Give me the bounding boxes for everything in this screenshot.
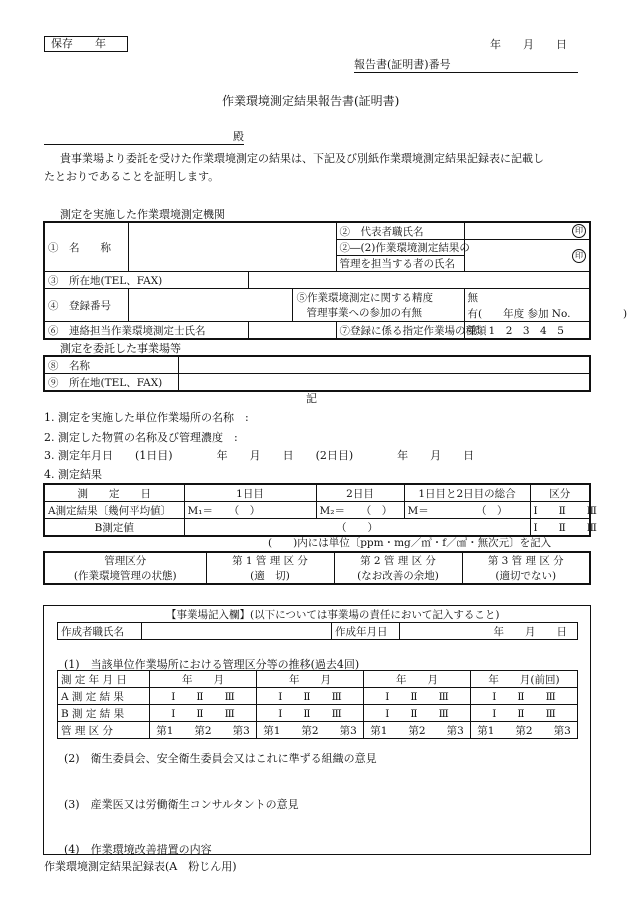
trend-date-2[interactable]: 年 月 <box>257 671 364 688</box>
results-m2[interactable]: M₂＝ （ ） <box>316 502 404 519</box>
author-date-label: 作成年月日 <box>332 623 400 640</box>
client-name-value[interactable] <box>178 356 590 374</box>
item-2: 2. 測定した物質の名称及び管理濃度 : <box>44 431 238 444</box>
results-h-day: 測 定 日 <box>44 484 184 502</box>
mgr-label-1: ②―(2)作業環境測定結果の <box>336 240 464 256</box>
author-value[interactable] <box>142 623 332 640</box>
mgr-label-2: 管理を担当する者の氏名 <box>336 256 464 272</box>
results-h-total: 1日目と2日目の総合 <box>404 484 530 502</box>
reg-label: ④ 登録番号 <box>44 289 128 322</box>
results-h-d2: 2日目 <box>316 484 404 502</box>
precision-yes[interactable]: 有( 年度 参加 No. ) <box>464 305 590 322</box>
tech-label: ⑥ 連絡担当作業環境測定士氏名 <box>44 322 248 340</box>
mgmt-table <box>43 551 591 585</box>
author-date-value[interactable]: 年 月 日 <box>400 623 578 640</box>
trend-row-a: A 測 定 結 果 <box>58 688 150 705</box>
precision-none[interactable]: 無 <box>464 289 590 306</box>
client-address-value[interactable] <box>178 374 590 392</box>
trend-title: (1) 当該単位作業場所における管理区分等の推移(過去4回) <box>64 658 360 671</box>
intro-line-1: 貴事業場より委託を受けた作業環境測定の結果は、下記及び別紙作業環境測定結果記録表に記載し <box>60 152 544 165</box>
trend-c-2[interactable]: 第1 第2 第3 <box>257 722 364 739</box>
trend-row-date: 測 定 年 月 日 <box>58 671 150 688</box>
report-number: 報告書(証明書)番号 <box>354 56 578 73</box>
trend-b-2[interactable]: Ⅰ Ⅱ Ⅲ <box>257 705 364 722</box>
mgmt-c1a: 第 1 管 理 区 分 <box>206 552 334 568</box>
question-2: (2) 衛生委員会、安全衛生委員会又はこれに準ずる組織の意見 <box>64 752 377 765</box>
rep-label: ② 代表者職氏名 <box>336 222 464 240</box>
trend-a-4[interactable]: Ⅰ Ⅱ Ⅲ <box>471 688 578 705</box>
trend-c-3[interactable]: 第1 第2 第3 <box>364 722 471 739</box>
precision-label-2: 管理事業への参加の有無 <box>306 307 422 319</box>
mgmt-c3b: (適切でない) <box>462 568 590 584</box>
results-table <box>43 483 597 537</box>
item-4: 4. 測定結果 <box>44 468 102 481</box>
client-section-title: 測定を委託した事業場等 <box>60 342 181 355</box>
results-h-class: 区分 <box>530 484 590 502</box>
item-3: 3. 測定年月日 (1日目) 年 月 日 (2日目) 年 月 日 <box>44 449 475 462</box>
mgmt-c3a: 第 3 管 理 区 分 <box>462 552 590 568</box>
address-label: ③ 所在地(TEL、FAX) <box>44 272 248 289</box>
results-a-label: A測定結果〔幾何平均値〕 <box>44 502 184 519</box>
results-b-value[interactable]: （ ） <box>184 519 530 537</box>
mgmt-c2a: 第 2 管 理 区 分 <box>334 552 462 568</box>
mgmt-c1b: (適 切) <box>206 568 334 584</box>
trend-a-1[interactable]: Ⅰ Ⅱ Ⅲ <box>150 688 257 705</box>
trend-date-1[interactable]: 年 月 <box>150 671 257 688</box>
seal-icon: 印 <box>572 224 586 238</box>
results-b-class[interactable]: Ⅰ Ⅱ Ⅲ <box>530 519 590 537</box>
mgmt-h2: (作業環境管理の状態) <box>44 568 206 584</box>
unit-note: ( )内には単位〔ppm・mg／㎥・f／㎤・無次元〕を記入 <box>268 537 552 549</box>
mgmt-h1: 管理区分 <box>44 552 206 568</box>
address-value[interactable] <box>248 272 590 289</box>
intro-line-2: たとおりであることを証明します。 <box>44 170 220 183</box>
org-name-label: ① 名 称 <box>44 222 128 272</box>
results-h-d1: 1日目 <box>184 484 316 502</box>
footer-label: 作業環境測定結果記録表(A 粉じん用) <box>44 860 237 873</box>
addressee: 殿 <box>44 128 244 145</box>
org-name-value[interactable] <box>128 222 336 272</box>
results-a-class[interactable]: Ⅰ Ⅱ Ⅲ <box>530 502 590 519</box>
precision-label-1: ⑤作業環境測定に関する精度 <box>296 292 433 304</box>
client-address-label: ⑨ 所在地(TEL、FAX) <box>44 374 178 392</box>
org-table <box>43 221 628 340</box>
author-table <box>57 622 578 640</box>
employer-title: 【事業場記入欄】(以下については事業場の責任において記入すること) <box>166 609 500 621</box>
trend-b-3[interactable]: Ⅰ Ⅱ Ⅲ <box>364 705 471 722</box>
designated-label: ⑦登録に係る指定作業場の種類 <box>336 322 464 340</box>
mgr-value[interactable] <box>464 240 590 272</box>
trend-b-4[interactable]: Ⅰ Ⅱ Ⅲ <box>471 705 578 722</box>
page-title: 作業環境測定結果報告書(証明書) <box>222 94 400 108</box>
mgmt-c2b: (なお改善の余地) <box>334 568 462 584</box>
trend-row-b: B 測 定 結 果 <box>58 705 150 722</box>
org-section-title: 測定を実施した作業環境測定機関 <box>60 208 225 221</box>
trend-a-2[interactable]: Ⅰ Ⅱ Ⅲ <box>257 688 364 705</box>
trend-b-1[interactable]: Ⅰ Ⅱ Ⅲ <box>150 705 257 722</box>
trend-date-3[interactable]: 年 月 <box>364 671 471 688</box>
retention-box: 保存 年 <box>44 36 128 52</box>
seal-icon: 印 <box>572 249 586 263</box>
ki-mark: 記 <box>306 392 317 405</box>
trend-table <box>57 670 578 739</box>
designated-value[interactable]: 第 1 2 3 4 5 <box>464 322 590 340</box>
trend-row-c: 管 理 区 分 <box>58 722 150 739</box>
results-m1[interactable]: M₁＝ （ ） <box>184 502 316 519</box>
tech-value[interactable] <box>248 322 336 340</box>
results-b-label: B測定値 <box>44 519 184 537</box>
trend-c-1[interactable]: 第1 第2 第3 <box>150 722 257 739</box>
author-label: 作成者職氏名 <box>58 623 142 640</box>
trend-date-4[interactable]: 年 月(前回) <box>471 671 578 688</box>
reg-value[interactable] <box>128 289 292 322</box>
rep-value[interactable] <box>464 222 590 240</box>
results-m[interactable]: M＝ （ ） <box>404 502 530 519</box>
trend-a-3[interactable]: Ⅰ Ⅱ Ⅲ <box>364 688 471 705</box>
report-date: 年 月 日 <box>490 38 567 51</box>
client-table <box>43 355 591 392</box>
question-3: (3) 産業医又は労働衛生コンサルタントの意見 <box>64 798 299 811</box>
trend-c-4[interactable]: 第1 第2 第3 <box>471 722 578 739</box>
client-name-label: ⑧ 名称 <box>44 356 178 374</box>
question-4: (4) 作業環境改善措置の内容 <box>64 843 212 856</box>
item-1: 1. 測定を実施した単位作業場所の名称 : <box>44 411 249 424</box>
